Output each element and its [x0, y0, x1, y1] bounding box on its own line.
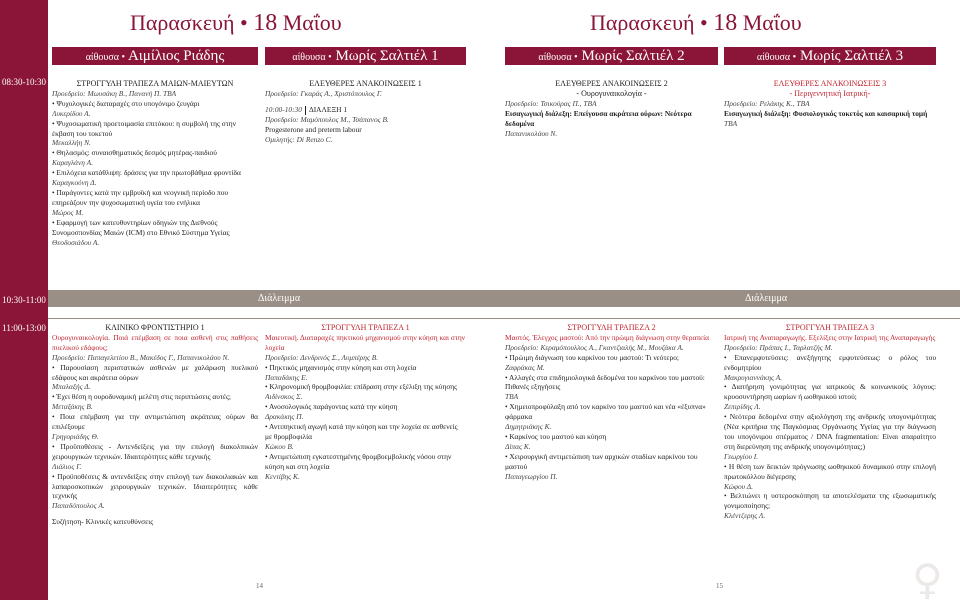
- female-symbol-watermark-icon: ♀: [912, 555, 943, 604]
- speaker: ΤΒΑ: [505, 392, 519, 402]
- page-number-right: 15: [716, 582, 723, 590]
- break-label-left: Διάλειμμα: [258, 293, 301, 304]
- lecture-topic: Progesterone and preterm labour: [265, 124, 362, 134]
- topic: • Ποια επέμβαση για την αντιμετώπιση ακράτειας ούρων θα επιλέξουμε: [52, 412, 258, 432]
- session1-hall4: [724, 79, 936, 129]
- session-items: [265, 363, 466, 482]
- lecture-time: 10:00-10:30: [265, 104, 302, 114]
- speaker: Λυκερίδου Α.: [52, 108, 91, 118]
- session-title: ΕΛΕΥΘΕΡΕΣ ΑΝΑΚΟΙΝΩΣΕΙΣ 2: [555, 79, 668, 88]
- topic: • Πρώιμη διάγνωση του καρκίνου του μαστού: Τι νεότερο;: [505, 352, 679, 362]
- speaker: Παπανικολάου Ν.: [505, 128, 558, 138]
- topic: • Αντιμετώπιση εγκατεστημένης θρομβοεμβολικής νόσου στην κύηση και στη λοχεία: [265, 451, 452, 471]
- speaker: Μπαλαξής Δ.: [52, 382, 91, 392]
- day-number: 18: [713, 10, 738, 36]
- break-bar: [48, 290, 960, 307]
- speaker: Καραγλάνη Α.: [52, 158, 94, 168]
- month-name: Μαΐου: [282, 10, 342, 35]
- intro-lecture: Εισαγωγική διάλεξη: Φυσιολογικός τοκετός και καισαρική τομή: [724, 108, 928, 118]
- session-title: ΣΤΡΟΓΓΥΛΗ ΤΡΑΠΕΖΑ ΜΑΙΩΝ-ΜΑΙΕΥΤΩΝ: [76, 79, 234, 88]
- topic: • Παράγοντες κατά την εμβρυϊκή και νεογνική περίοδο που επηρεάζουν την ψυχοσωματική υγεία του ενήλικα: [52, 187, 229, 207]
- speaker: Κεντίβης Κ.: [265, 471, 300, 481]
- hall-header-3: [505, 47, 718, 65]
- page-title-left: [130, 10, 342, 37]
- topic: • Βελτιώνει η υστεροσκόπηση τα αποτελέσματα της εξωσωματικής γονιμοποίησης;: [724, 491, 936, 511]
- speaker: ΤΒΑ: [724, 118, 738, 128]
- topic: • Νεότερα δεδομένα στην αξιολόγηση της ανδρικής υπογονιμότητας (Νέα κριτήρια της Παγκόσμιας Οργάνωσης Υγείας για την διάγνωση του υπογόνιμου σπέρματος / DNA fragmentation: Είναι απαραίτητο στη διερεύνηση της ανδρικής υπογονιμότητας;): [724, 412, 936, 451]
- session-heading: Ουρογυναικολογία. Ποιά επέμβαση σε ποια ασθενή στις παθήσεις πυελικού εδάφους;: [52, 332, 258, 352]
- title-separator: •: [700, 10, 708, 35]
- hall-prefix: αίθουσα •: [292, 52, 332, 63]
- speaker: Παπαγεωργίου Π.: [505, 471, 558, 481]
- hall-name: Μωρίς Σαλτιέλ 1: [335, 48, 439, 64]
- lecture-block: [265, 105, 466, 145]
- session-heading: Μαιευτική. Διαταραχές πηκτικού μηχανισμού στην κύηση και στην λοχεία: [265, 332, 466, 352]
- lecture-divider: [305, 106, 306, 115]
- page-title-right: [590, 10, 802, 37]
- topic: • Αλλαγές στα επιδημιολογικά δεδομένα του καρκίνου του μαστού: Πιθανές εξηγήσεις: [505, 372, 705, 392]
- chairs: Προεδρείο: Γκαράς Α., Χριστόπουλος Γ.: [265, 88, 383, 98]
- session-title: ΣΤΡΟΓΓΥΛΗ ΤΡΑΠΕΖΑ 2: [567, 323, 656, 332]
- hall-name: Μωρίς Σαλτιέλ 3: [799, 48, 904, 64]
- topic: • Εφαρμογή των κατευθυντηρίων οδηγιών της Διεθνούς Συνομοσπονδίας Μαιών (ICM) στο Εθνικό Σύστημα Υγείας: [52, 217, 230, 237]
- day-name: Παρασκευή: [590, 10, 695, 35]
- day-name: Παρασκευή: [130, 10, 235, 35]
- speaker: Δρακάκης Π.: [265, 412, 304, 422]
- session-divider: [48, 318, 960, 319]
- speaker: Δημητριάκης Κ.: [505, 422, 552, 432]
- lecture-label: ΔΙΑΛΕΞΗ 1: [308, 104, 348, 114]
- chairs: Προεδρείο: Πράπας Ι., Ταρλατζής Μ.: [724, 342, 833, 352]
- speaker: Μώρος Μ.: [52, 207, 84, 217]
- topic: • Χημειοπροφύλαξη από τον καρκίνο του μαστού και νέα «έξυπνα» φάρμακα: [505, 402, 706, 422]
- session-heading: Μαστός. Έλεγχος μαστού: Από την πρώιμη διάγνωση στην θεραπεία: [505, 332, 710, 342]
- speaker: Θεοδοσιάδου Α.: [52, 237, 100, 247]
- time-slot-1: 08:30-10:30: [2, 77, 46, 87]
- session-title: ΣΤΡΟΓΓΥΛΗ ΤΡΑΠΕΖΑ 1: [321, 323, 410, 332]
- session-title: ΕΛΕΥΘΕΡΕΣ ΑΝΑΚΟΙΝΩΣΕΙΣ 1: [309, 79, 422, 88]
- topic: • Διατήρηση γονιμότητας για ιατρικούς & κοινωνικούς λόγους: κρυοσυντήρηση ωαρίων ή ωοθηκικού ιστού;: [724, 382, 936, 402]
- session-heading: Ιατρική της Αναπαραγωγής. Εξελίξεις στην Ιατρική της Αναπαραγωγής: [724, 332, 936, 342]
- speaker: Ζαφράκας Μ.: [505, 362, 545, 372]
- hall-name: Μωρίς Σαλτιέλ 2: [581, 48, 685, 64]
- session-items: [52, 99, 258, 248]
- session-footer: Συζήτηση- Κλινικές κατευθύνσεις: [52, 517, 154, 527]
- session-items: [724, 353, 936, 521]
- session2-hall1: [52, 323, 258, 527]
- lecture-speaker: Ομιλητής: Di Renzo C.: [265, 134, 333, 144]
- session1-hall1: [52, 79, 258, 247]
- session-title: ΚΛΙΝΙΚΟ ΦΡΟΝΤΙΣΤΗΡΙΟ 1: [105, 323, 205, 332]
- topic: • Επιλόχεια κατάθλιψη: δράσεις για την πρωτοβάθμια φροντίδα: [52, 168, 241, 178]
- topic: • Κληρονομική θρομβοφιλία: επίδραση στην εξέλιξη της κύησης: [265, 382, 458, 392]
- topic: • Χειρουργική αντιμετώπιση των αρχικών σταδίων καρκίνου του μαστού: [505, 451, 698, 471]
- hall-header-2: [265, 47, 466, 65]
- page-number-left: 14: [256, 582, 263, 590]
- session2-hall2: [265, 323, 466, 482]
- chairs: Προεδρείο: Δενδρινός Σ., Λυμπέρης Β.: [265, 352, 379, 362]
- session-items: [505, 353, 718, 482]
- chairs: Προεδρείο: Παπαγελετίου Β., Μακέδος Γ., Παπανικολάου Ν.: [52, 352, 230, 362]
- topic: • Ανοσολογικός παράγοντας κατά την κύηση: [265, 402, 398, 412]
- topic: • Παρουσίαση περιστατικών ασθενών με χαλάρωση πυελικού εδάφους και ακράτεια ούρων: [52, 362, 258, 382]
- speaker: Γρηγοριάδης Θ.: [52, 431, 99, 441]
- topic: • Θηλασμός: συναισθηματικός δεσμός μητέρας-παιδιού: [52, 148, 217, 158]
- speaker: Ζεπιρίδης Λ.: [724, 402, 761, 412]
- session-subtitle: - Περιγεννητική Ιατρική-: [789, 88, 871, 98]
- hall-header-1: [52, 47, 258, 65]
- topic: • Αντιπηκτική αγωγή κατά την κύηση και την λοχεία σε ασθενείς με θρομβοφιλία: [265, 422, 458, 441]
- session2-hall4: [724, 323, 936, 521]
- time-slot-3: 11:00-13:00: [2, 323, 46, 333]
- speaker: Κώκου Β.: [265, 441, 294, 451]
- speaker: Μεταξάκης Β.: [52, 402, 93, 412]
- time-slot-2: 10:30-11:00: [2, 295, 46, 305]
- speaker: Καραγκούνη Δ.: [52, 178, 97, 188]
- topic: • Η θέση των δεικτών πρόγνωσης ωοθηκικού δυναμικού στην επιλογή πρωτοκόλλου διέγερσης: [724, 461, 936, 481]
- topic: • Προϋποθέσεις - Αντενδείξεις για την επιλογή διακολπικών χειρουργικών τεχνικών. Ιδιαιτερότητες κάθε τεχνικής: [52, 441, 258, 461]
- speaker: Γεωργίου Ι.: [724, 451, 759, 461]
- session-items: [52, 363, 258, 512]
- session1-hall2: [265, 79, 466, 144]
- break-label-right: Διάλειμμα: [745, 293, 788, 304]
- topic: • Καρκίνος του μαστού και κύηση: [505, 431, 607, 441]
- chairs: Προεδρείο: Μωυσάκη Β., Πανανή Π. ΤΒΑ: [52, 88, 177, 98]
- session-title: ΣΤΡΟΓΓΥΛΗ ΤΡΑΠΕΖΑ 3: [785, 323, 875, 332]
- speaker: Κώφου Δ.: [724, 481, 753, 491]
- lecture-chairs: Προεδρείο: Μαμόπουλος Μ., Τσάπανος Β.: [265, 114, 389, 124]
- hall-prefix: αίθουσα •: [85, 52, 125, 63]
- speaker: Αιδίνσκος Σ.: [265, 392, 303, 402]
- speaker: Δίπας Κ.: [505, 441, 531, 451]
- hall-prefix: αίθουσα •: [756, 52, 797, 63]
- chairs: Προεδρείο: Τσικούρας Π., ΤΒΑ: [505, 98, 597, 108]
- speaker: Μεκαλλήη Ν.: [52, 138, 91, 148]
- speaker: Κλέντζερης Λ.: [724, 511, 766, 521]
- speaker: Λιάλιος Γ.: [52, 461, 82, 471]
- topic: • Ψυχολογικές διαταραχές στο υπογόνιμο ζευγάρι: [52, 98, 200, 108]
- speaker: Παπαδόπουλος Α.: [52, 501, 105, 511]
- intro-lecture: Εισαγωγική διάλεξη: Επείγουσα ακράτεια ούρων: Νεότερα δεδομένα: [505, 108, 692, 128]
- topic: • Ψυχοσωματική προετοιμασία επιτόκου: η συμβολή της στην έκβαση του τοκετού: [52, 118, 236, 138]
- chairs: Προεδρείο: Κεραμόπουλλος Α., Γκαντζιαλής Μ., Μουζάκα Α.: [505, 342, 684, 352]
- chairs: Προεδρείο: Ρελάκης Κ., ΤΒΑ: [724, 98, 810, 108]
- month-name: Μαΐου: [742, 10, 802, 35]
- speaker: Παπαδάκης Ε.: [265, 372, 308, 382]
- day-number: 18: [253, 10, 278, 36]
- hall-header-4: [724, 47, 936, 65]
- topic: • Προϋποθέσεις & αντενδείξεις στην επιλογή των διακοιλιακών και λαπαροσκοπικών χειρουργικών τεχνικών. Ιδιαιτερότητες κάθε τεχνικής: [52, 471, 258, 501]
- title-separator: •: [240, 10, 248, 35]
- speaker: Μακρυγιαννάκης Α.: [724, 372, 783, 382]
- topic: • Έχει θέση η ουροδυναμική μελέτη στις περιπτώσεις αυτές;: [52, 392, 231, 402]
- session1-hall3: [505, 79, 718, 138]
- hall-name: Αιμίλιος Ριάδης: [127, 48, 225, 64]
- session-subtitle: - Ουρογυναικολογία -: [576, 88, 647, 98]
- topic: • Πηκτικός μηχανισμός στην κύηση και στη λοχεία: [265, 362, 417, 372]
- session2-hall3: [505, 323, 718, 482]
- topic: • Επανεμφυτεύσεις: ανεξήγητης εμφυτεύσεως: ο ρόλος του ενδομητρίου: [724, 352, 936, 372]
- hall-prefix: αίθουσα •: [538, 52, 578, 63]
- session-title: ΕΛΕΥΘΕΡΕΣ ΑΝΑΚΟΙΝΩΣΕΙΣ 3: [773, 79, 887, 88]
